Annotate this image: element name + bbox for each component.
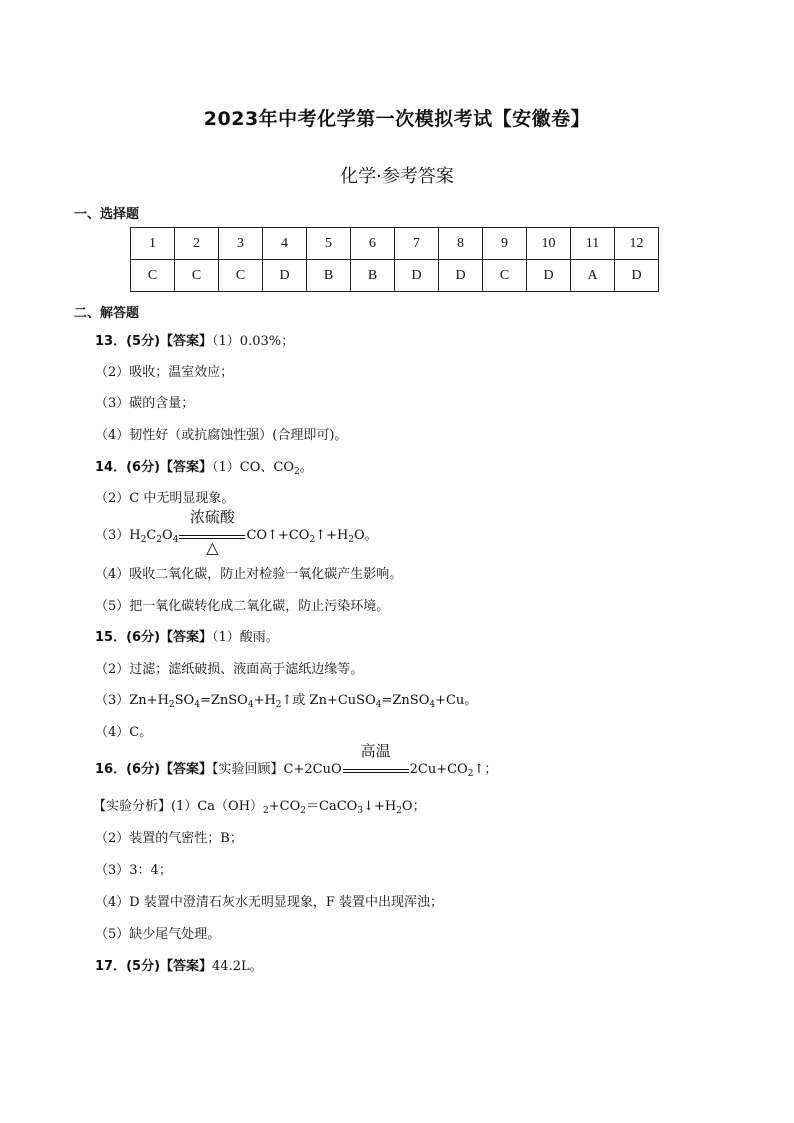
table-cell: D [615,260,659,292]
q17-line-1: 17．(5分)【答案】44.2L。 [95,959,263,974]
table-cell: 5 [307,228,351,260]
table-cell: 4 [263,228,307,260]
table-cell: 6 [351,228,395,260]
question-head: 13．(5分)【答案】 [95,334,213,349]
table-cell: 9 [483,228,527,260]
question-head: 15．(6分)【答案】 [95,630,213,645]
q15-line-4: （4）C。 [95,725,153,740]
q16-line-6: （5）缺少尾气处理。 [95,927,221,942]
table-cell: B [351,260,395,292]
table-cell: 10 [527,228,571,260]
table-cell: 7 [395,228,439,260]
q16-line-4: （3）3：4； [95,863,172,878]
q14-line-1: 14．(6分)【答案】（1）CO、$CO_2$。 [95,460,313,477]
document-title: 2023年中考化学第一次模拟考试【安徽卷】 [203,108,591,130]
condition-catalyst: 浓硫酸 [189,508,235,526]
table-cell: C [219,260,263,292]
q14-line-2: （2）C 中无明显现象。 [95,491,235,506]
q14-line-5: （5）把一氧化碳转化成二氧化碳，防止污染环境。 [95,599,390,614]
table-cell: 12 [615,228,659,260]
q13-line-2: （2）吸收；温室效应； [95,365,234,380]
q15-line-2: （2）过滤；滤纸破损、液面高于滤纸边缘等。 [95,662,364,677]
table-cell: C [131,260,175,292]
question-head: 17．(5分)【答案】 [95,959,213,974]
condition-high-temperature: 高温 [360,742,391,760]
q14-line-4: （4）吸收二氧化碳，防止对检验一氧化碳产生影响。 [95,567,403,582]
table-cell: 8 [439,228,483,260]
q13-line-1 [95,333,294,351]
q15-line-3-equation: $(3)Zn+H_2SO_4=ZnSO_4+H_2↑$或 Zn+CuSO$_4$=ZnSO$_4$+Cu。 [95,693,478,710]
table-cell: 11 [571,228,615,260]
reaction-condition [343,742,409,779]
question-number-row [131,228,659,260]
table-cell: C [175,260,219,292]
question-head: 16．(6分)【答案】 [95,762,213,777]
table-cell: D [263,260,307,292]
section-heading-solution: 二、解答题 [74,306,140,321]
answer-text: （1）0.03%； [212,334,295,349]
table-cell: D [439,260,483,292]
q14-line-3-equation: $(3)H_2C_2O_4$ 浓硫酸 △ $CO↑+CO_2↑+H_2O$。 [95,508,378,557]
q13-line-3: （3）碳的含量； [95,396,195,411]
section-heading-choice: 一、选择题 [74,207,140,222]
question-head: 14．(6分)【答案】 [95,460,213,475]
q16-line-3: （2）装置的气密性；B； [95,831,243,846]
q13-line-4: （4）韧性好（或抗腐蚀性强）(合理即可)。 [95,428,348,443]
table-cell: D [527,260,571,292]
q15-line-1: 15．(6分)【答案】（1）酸雨。 [95,630,279,645]
heat-symbol: △ [206,538,219,557]
table-cell: C [483,260,527,292]
table-cell: 2 [175,228,219,260]
reaction-condition [179,508,245,557]
choice-answer-table [130,227,659,292]
answer-row [131,260,659,292]
q16-line-2-equation: 【实验分析】$(1)Ca(OH)_2+CO_2=CaCO_3↓+H_2O$； [93,799,426,816]
table-cell: 3 [219,228,263,260]
q16-line-5: （4）D 装置中澄清石灰水无明显现象，F 装置中出现浑浊； [95,895,443,910]
table-cell: D [395,260,439,292]
table-cell: B [307,260,351,292]
q16-line-1-equation: 16．(6分)【答案】【实验回顾】C+2CuO 高温 $2Cu+CO_2↑$； [95,742,498,779]
table-cell: A [571,260,615,292]
document-subtitle: 化学·参考答案 [340,166,454,187]
table-cell: 1 [131,228,175,260]
